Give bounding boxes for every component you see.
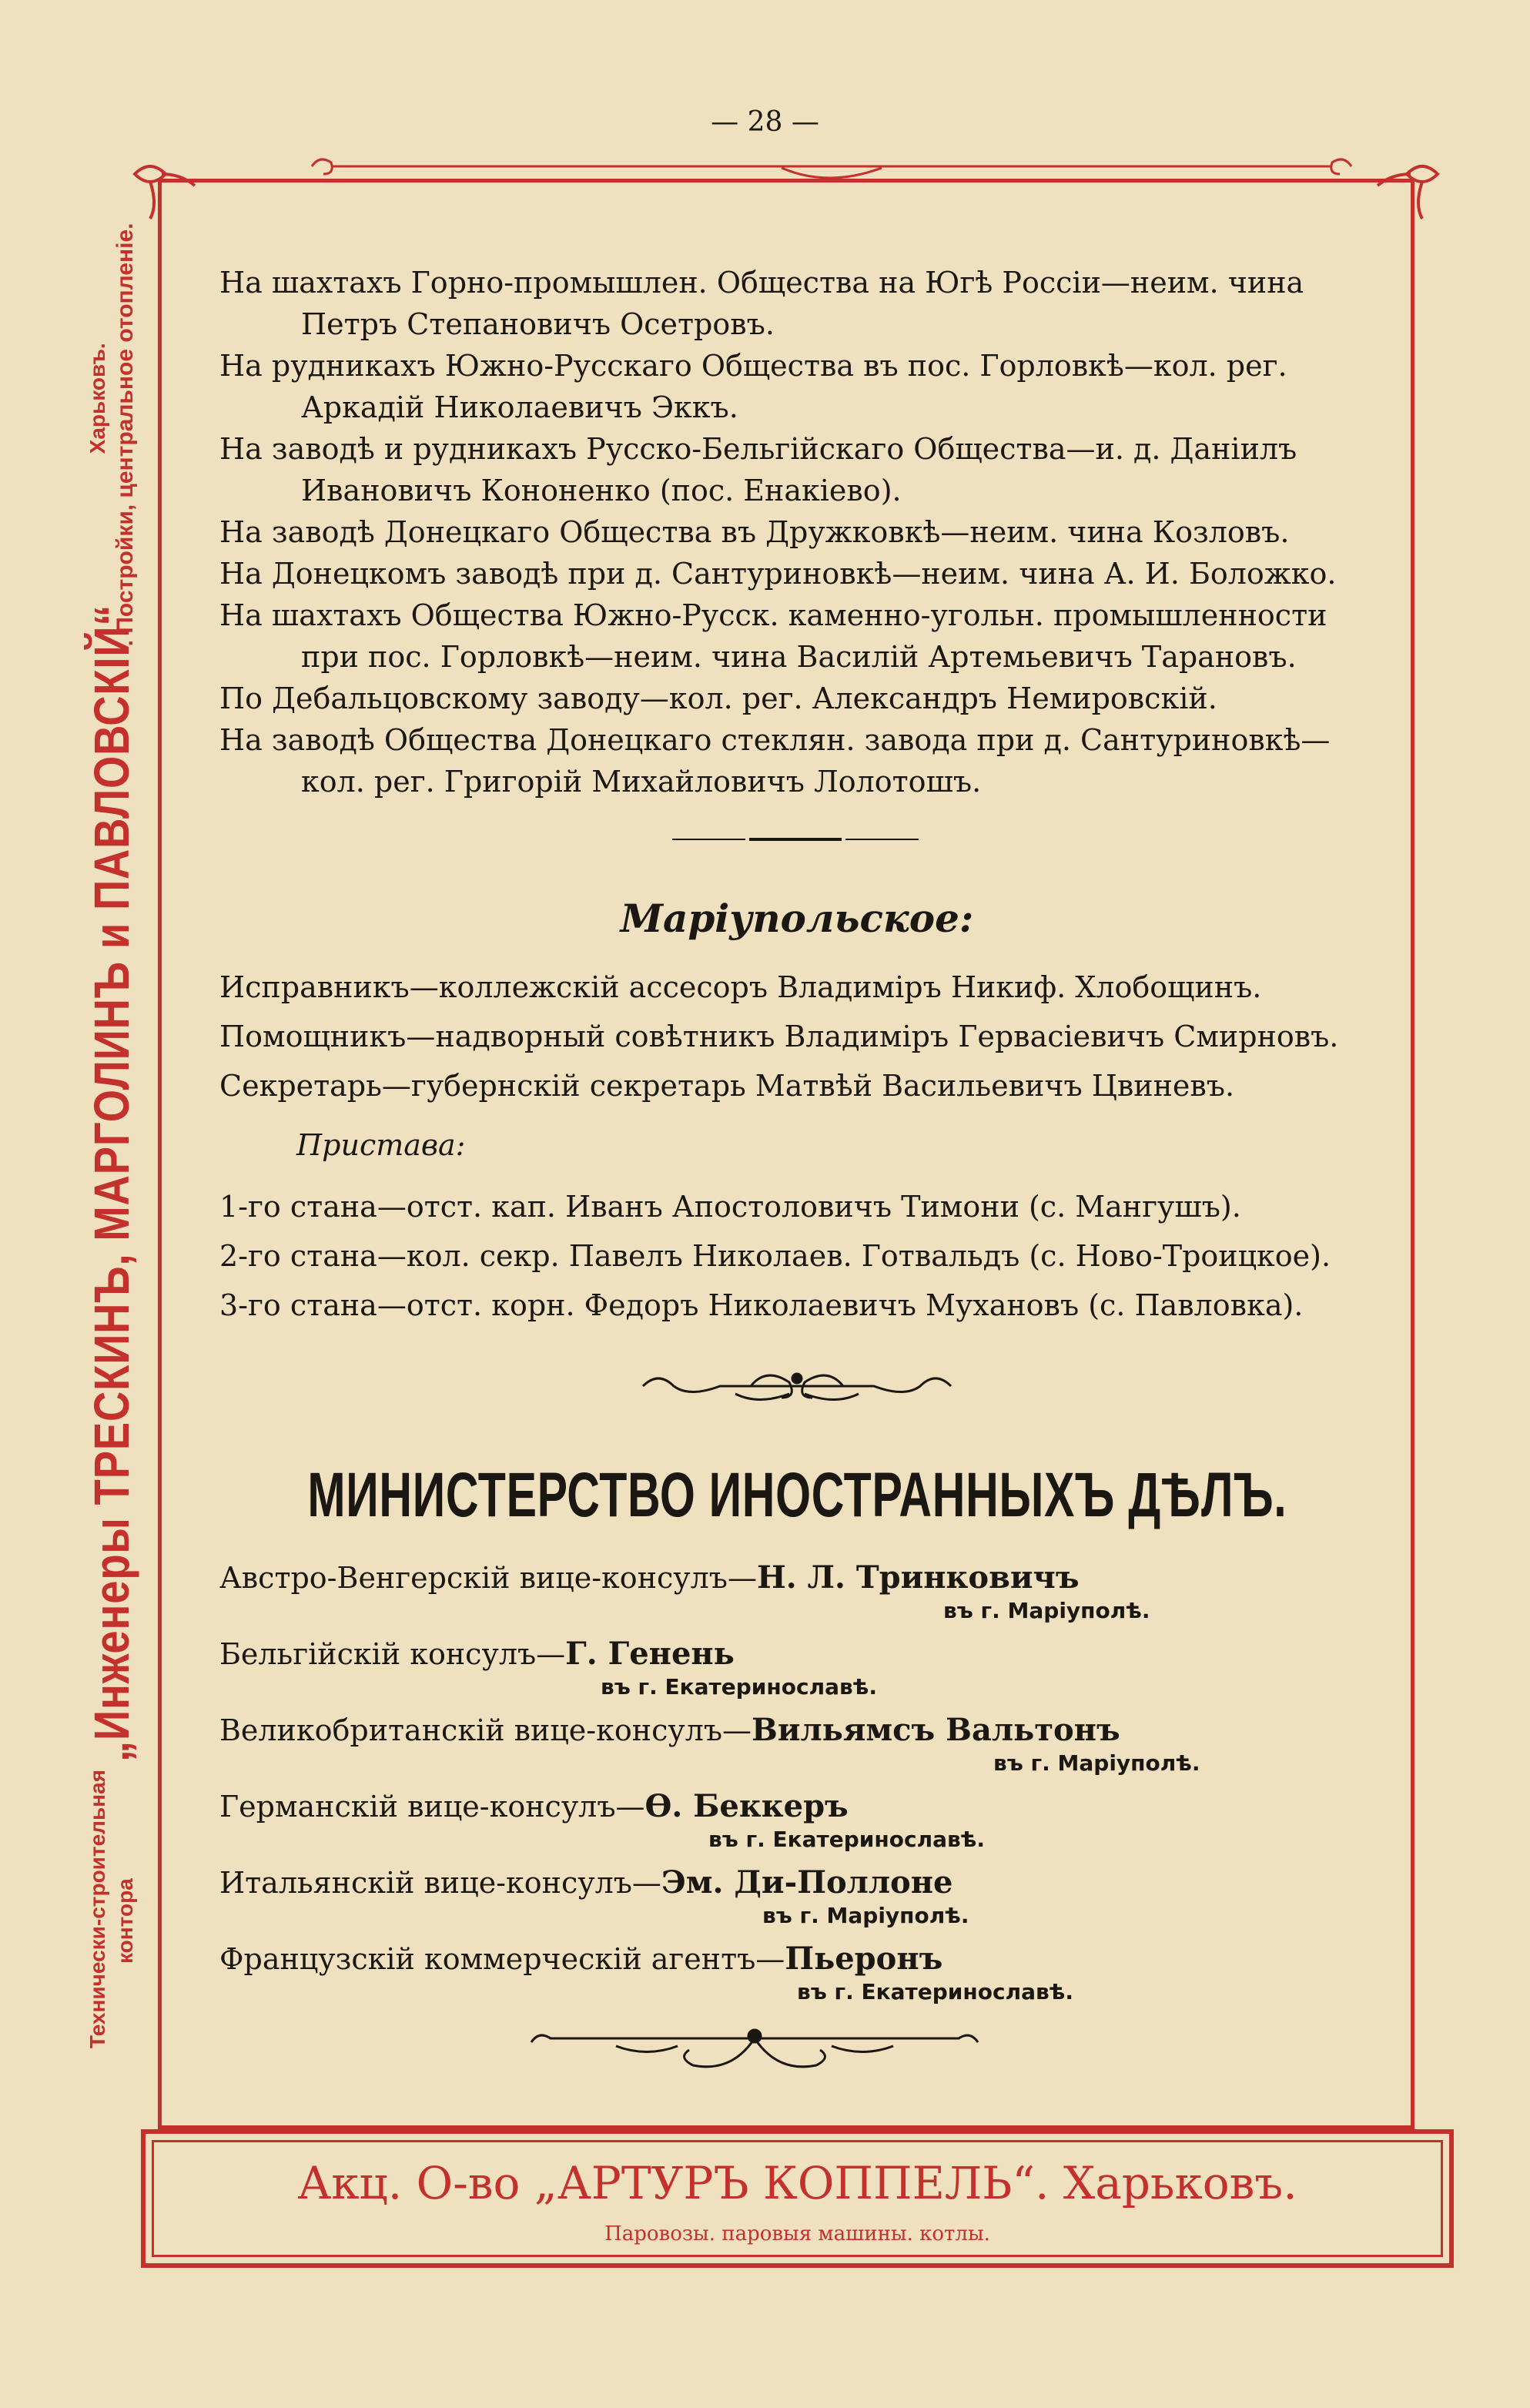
- consul-entry: [219, 1712, 1321, 1788]
- mine-entry-line2: Ивановичъ Кононенко (пос. Енакіево).: [301, 474, 902, 507]
- mine-entry-line1: На заводѣ и рудникахъ Русско-Бельгійскаго Общества—и. д. Даніилъ: [219, 432, 1297, 466]
- page-number: — 28 —: [711, 106, 819, 138]
- consuls-list: [219, 1559, 1321, 2017]
- section-divider: [672, 838, 919, 841]
- mine-entry: [219, 262, 1374, 345]
- mine-entry-line1: На шахтахъ Горно-промышлен. Общества на Югѣ Россіи—неим. чина: [219, 266, 1304, 300]
- consul-entry: [219, 1941, 1321, 2017]
- consul-title: Итальянскій вице-консулъ—: [219, 1866, 661, 1900]
- consul-entry: [219, 1788, 1321, 1864]
- consul-entry: [219, 1559, 1321, 1636]
- officials-list: [219, 963, 1338, 1110]
- mine-entry: [219, 428, 1374, 511]
- bottom-advertisement: [141, 2129, 1454, 2268]
- consul-name: Ѳ. Беккеръ: [644, 1788, 849, 1824]
- side-ad-firm-name: „Инженеры ТРЕСКИНЪ, МАРГОЛИНЪ и ПАВЛОВСКІЙ“: [84, 604, 139, 1762]
- top-scroll-ornament-icon: [304, 151, 1359, 189]
- consul-title: Великобританскій вице-консулъ—: [219, 1713, 752, 1747]
- side-ad-details: [84, 223, 139, 647]
- corner-ornament-icon: [1376, 151, 1445, 220]
- mariupol-heading: Маріупольское:: [620, 896, 974, 941]
- side-ad-kontora: [84, 1770, 139, 2048]
- consul-name: Г. Генень: [565, 1636, 735, 1672]
- mines-list: [219, 262, 1374, 802]
- pristav-line: 3-го стана—отст. корн. Федоръ Николаевичъ Мухановъ (с. Павловка).: [219, 1288, 1304, 1322]
- ad-products: Паровозы. паровыя машины. котлы.: [604, 2222, 990, 2246]
- vignette-ornament-icon: [635, 1359, 959, 1413]
- mine-entry: [219, 594, 1374, 678]
- consul-name: Эм. Ди-Поллоне: [661, 1864, 953, 1901]
- mine-entry-line2: Аркадій Николаевичъ Эккъ.: [301, 390, 738, 424]
- consul-location: въ г. Маріуполѣ.: [943, 1598, 1150, 1623]
- pristava-heading: Пристава:: [296, 1128, 466, 1162]
- official-line: Секретарь—губернскій секретарь Матвѣй Васильевичъ Цвиневъ.: [219, 1069, 1235, 1103]
- side-ad-small-line1: Технически-строительная: [85, 1769, 109, 2048]
- mine-entry: [219, 553, 1374, 594]
- consul-location: въ г. Маріуполѣ.: [762, 1903, 969, 1928]
- mine-entry: [219, 678, 1374, 719]
- pristav-line: 1-го стана—отст. кап. Иванъ Апостоловичъ Тимони (с. Мангушъ).: [219, 1190, 1241, 1224]
- mine-entry-line1: На рудникахъ Южно-Русскаго Общества въ пос. Горловкѣ—кол. рег.: [219, 349, 1287, 383]
- ministry-heading: [0, 1459, 1530, 1532]
- consul-title: Французскій коммерческій агентъ—: [219, 1942, 785, 1976]
- consul-name: Н. Л. Тринковичъ: [756, 1559, 1080, 1596]
- pristava-list: [219, 1182, 1331, 1330]
- mine-entry-line1: По Дебальцовскому заводу—кол. рег. Александръ Немировскій.: [219, 682, 1217, 715]
- consul-location: въ г. Маріуполѣ.: [993, 1750, 1200, 1776]
- mine-entry: [219, 345, 1374, 428]
- consul-location: въ г. Екатеринославѣ.: [601, 1674, 877, 1700]
- mine-entry-line2: Петръ Степановичъ Осетровъ.: [301, 307, 775, 341]
- mine-entry-line2: при пос. Горловкѣ—неим. чина Василій Артемьевичъ Тарановъ.: [301, 640, 1297, 674]
- consul-title: Австро-Венгерскій вице-консулъ—: [219, 1561, 757, 1595]
- consul-location: въ г. Екатеринославѣ.: [708, 1827, 985, 1852]
- mine-entry-line1: На Донецкомъ заводѣ при д. Сантуриновкѣ—неим. чина А. И. Боложко.: [219, 557, 1337, 591]
- consul-entry: [219, 1636, 1321, 1712]
- official-line: Исправникъ—коллежскій ассесоръ Владиміръ Никиф. Хлобощинъ.: [219, 970, 1262, 1004]
- pristav-line: 2-го стана—кол. секр. Павелъ Николаев. Готвальдъ (с. Ново-Троицкое).: [219, 1239, 1331, 1273]
- consul-title: Бельгійскій консулъ—: [219, 1637, 566, 1671]
- consul-title: Германскій вице-консулъ—: [219, 1790, 645, 1824]
- mine-entry-line1: На заводѣ Донецкаго Общества въ Дружковкѣ—неим. чина Козловъ.: [219, 515, 1290, 549]
- side-advertisement: [65, 108, 158, 2048]
- mine-entry-line2: кол. рег. Григорій Михайловичъ Лолотошъ.: [301, 765, 982, 799]
- consul-name: Вильямсъ Вальтонъ: [752, 1712, 1120, 1748]
- official-line: Помощникъ—надворный совѣтникъ Владиміръ Гервасіевичъ Смирновъ.: [219, 1020, 1339, 1053]
- mine-entry: [219, 511, 1374, 553]
- consul-name: Пьеронъ: [785, 1941, 943, 1977]
- side-ad-small-line2: контора: [113, 1878, 137, 1964]
- side-ad-city: Харьковъ.: [85, 343, 109, 454]
- side-ad-services: . Постройки, центральное отопленіе.: [112, 223, 138, 647]
- vignette-ornament-icon: [524, 2027, 986, 2088]
- consul-entry: [219, 1864, 1321, 1941]
- consul-location: въ г. Екатеринославѣ.: [797, 1979, 1073, 2004]
- ministry-heading-text: МИНИСТЕРСТВО ИНОСТРАННЫХЪ ДѢЛЪ.: [306, 1460, 1287, 1530]
- mine-entry: [219, 719, 1374, 802]
- mine-entry-line1: На заводѣ Общества Донецкаго стеклян. завода при д. Сантуриновкѣ—: [219, 723, 1331, 757]
- mine-entry-line1: На шахтахъ Общества Южно-Русск. каменно-угольн. промышленности: [219, 598, 1327, 632]
- ad-company-name: Акц. О-во „АРТУРЪ КОППЕЛЬ“. Харьковъ.: [297, 2157, 1297, 2209]
